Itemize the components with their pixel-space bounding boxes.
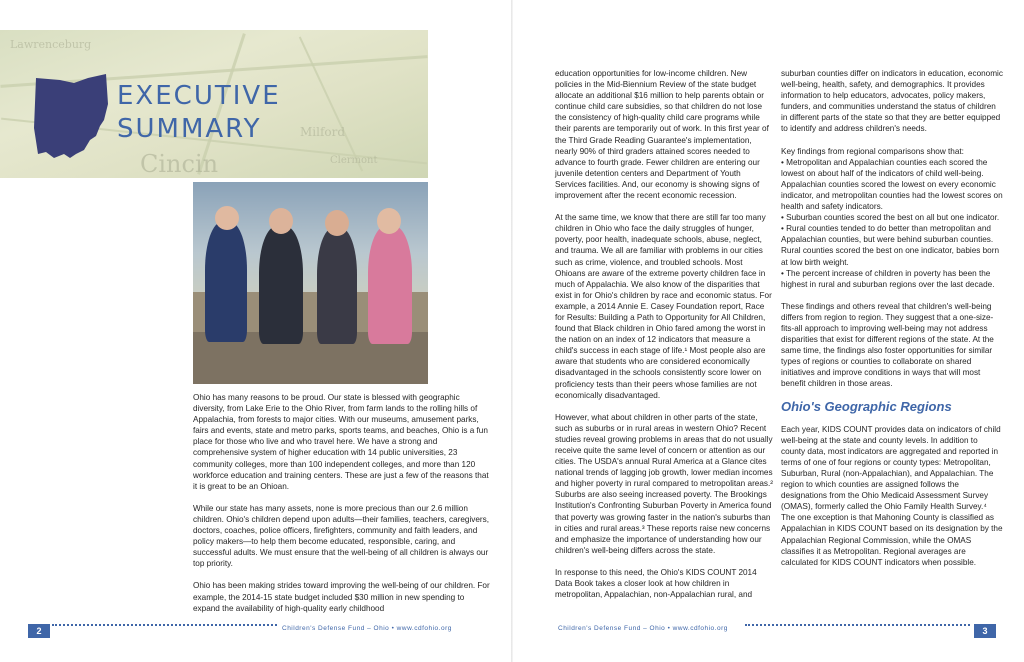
paragraph: However, what about children in other parts of the state, such as suburbs or in rural areas in western Ohio? Recent studies reveal growing problems in areas that do not usually receive quite the same level of concern or attention as our cities. The USDA's annual Rural America at a Glance cites national trends of lagging job growth, lower median incomes and higher poverty in rural compared to metropolitan areas.² Suburbs are also seeing increased poverty. The Brookings Institution's Confronting Suburban Poverty in America found that poverty was growing faster in the nation's suburbs than in cities and rural areas.³ These reports raise new concerns and emphasize the importance of understanding how our children's well-being differs across the state. <box>555 412 773 555</box>
paragraph: While our state has many assets, none is more precious than our 2.6 million children. Ohio's children depend upon adults—their families, teachers, caregivers, doctors, coaches, police officers, firefighters, community and faith leaders, and policy makers—to help them become educated, responsible, caring, and successful adults. We must ensure that the well-being of all children is always our top priority. <box>193 503 490 569</box>
page-gutter <box>511 0 513 662</box>
section-heading: Ohio's Geographic Regions <box>781 398 952 414</box>
paragraph: education opportunities for low-income children. New policies in the Mid-Biennium Review of the state budget allocate an additional $16 million to help parents obtain or continue child care subsidies, so that children do not lose the consistency of high-quality child care programs while their parents are temporarily out of work. In this first year of the Third Grade Reading Guarantee's implementation, nearly 90% of third graders attained scores needed to advance to fourth grade. Fewer children are entering our juvenile detention centers and Department of Youth Services facilities. And, our economy is showing signs of improvement after the recent economic recession. <box>555 69 769 201</box>
children-photo <box>193 182 428 384</box>
paragraph: In response to this need, the Ohio's KIDS COUNT 2014 Data Book takes a closer look at how children in metropolitan, Appalachian, non-Appalachian rural, and <box>555 567 757 600</box>
title-line-1: EXECUTIVE <box>117 81 281 111</box>
footer-rule <box>745 624 970 626</box>
paragraph: Ohio has been making strides toward improving the well-being of our children. For example, the 2014-15 state budget included $30 million in new spending to expand the availability of high-quality early childhood <box>193 581 490 613</box>
middle-column <box>555 68 773 611</box>
footer-text: Children's Defense Fund – Ohio • www.cdfohio.org <box>282 625 452 632</box>
key-findings: Key findings from regional comparisons show that: • Metropolitan and Appalachian counties each scored the lowest on about half of the indicators of child well-being. Appalachian counties scored the lowest on every economic indicator, and metropolitan counties had the lowest scores on health and safety indicators. • Suburban counties scored the best on all but one indicator. • Rural counties tended to do better than metropolitan and Appalachian counties, but were behind suburban counties. Rural counties scored the best on one indicator, babies born at low birth weight. • The percent increase of children in poverty has been the highest in rural and suburban regions over the last decade. <box>781 146 1003 289</box>
footer-rule <box>52 624 277 626</box>
page-number: 2 <box>28 624 50 638</box>
ohio-map-icon <box>30 74 110 162</box>
paragraph: Ohio has many reasons to be proud. Our state is blessed with geographic diversity, from Lake Erie to the Ohio River, from farm lands to the rolling hills of Appalachia, from forests to major cities. With our museums, amusement parks, fairs and events, state and metro parks, sports teams, and beaches, Ohio is a fun place for those who live and who travel here. We have a strong and comprehensive system of higher education with 14 public universities, 23 community colleges, more than 100 independent colleges, and more than 120 workforce education and training centers. These are just a few of the reasons that it is great to be an Ohioan. <box>193 393 489 491</box>
paragraph: At the same time, we know that there are still far too many children in Ohio who face the daily struggles of hunger, poverty, poor health, inadequate schools, abuse, neglect, and trauma. We all are familiar with problems in our cities such as crime, violence, and troubled schools. Most Ohioans are aware of the extreme poverty children face in much of Appalachia. We also know of the disparities that exist in for Ohio's children by race and economic status. For example, a 2014 Annie E. Casey Foundation report, Race for Results: Building a Path to Opportunity for All Children, found that Black children in Ohio fared among the worst in the nation on an index of 12 indicators that measure a child's success in each stage of life.¹ Most people also are aware that students who are considered economically disadvantaged in the schools consistently score lower on proficiency tests than their peers whose families are not economically disadvantaged. <box>555 213 772 400</box>
paragraph: suburban counties differ on indicators in education, economic well-being, health, safety, and demographics. It provides information to help educators, advocates, policy makers, funders, and communities understand the status of children in different parts of the state so that they are better equipped to identify and address children's needs. <box>781 69 1003 134</box>
right-column <box>781 68 1003 579</box>
paragraph: Each year, KIDS COUNT provides data on indicators of child well-being at the state and county levels. In addition to county data, most indicators are aggregated and reported in terms of one of four regions or county types: Metropolitan, Suburban, Rural (non-Appalachian), and Appalachian. The region to which counties are assigned follows the designations from the Ohio Medicaid Assessment Survey (OMAS), formerly called the Ohio Family Health Survey.⁴ The one exception is that Mahoning County is classified as Appalachian in KIDS COUNT based on its designation by the Appalachian Regional Commission, while the OMAS classifies it as Metropolitan. Regional averages are calculated for KIDS COUNT indicators when possible. <box>781 424 1003 567</box>
paragraph: These findings and others reveal that children's well-being differs from region to region. They suggest that a one-size-fits-all approach to improving well-being may not address disparities that exist for different regions of the state. At the same time, the findings also foster opportunities for similar types of regions or counties to collaborate on shared initiatives and improve conditions in ways that will most benefit children in those areas. <box>781 301 994 389</box>
footer-text: Children's Defense Fund – Ohio • www.cdfohio.org <box>558 625 728 632</box>
left-column <box>193 392 493 625</box>
title-line-2: SUMMARY <box>117 114 262 144</box>
page-title <box>117 80 281 146</box>
map-banner: Cincin Milford Lawrenceburg Clermont <box>0 30 428 178</box>
page-number: 3 <box>974 624 996 638</box>
